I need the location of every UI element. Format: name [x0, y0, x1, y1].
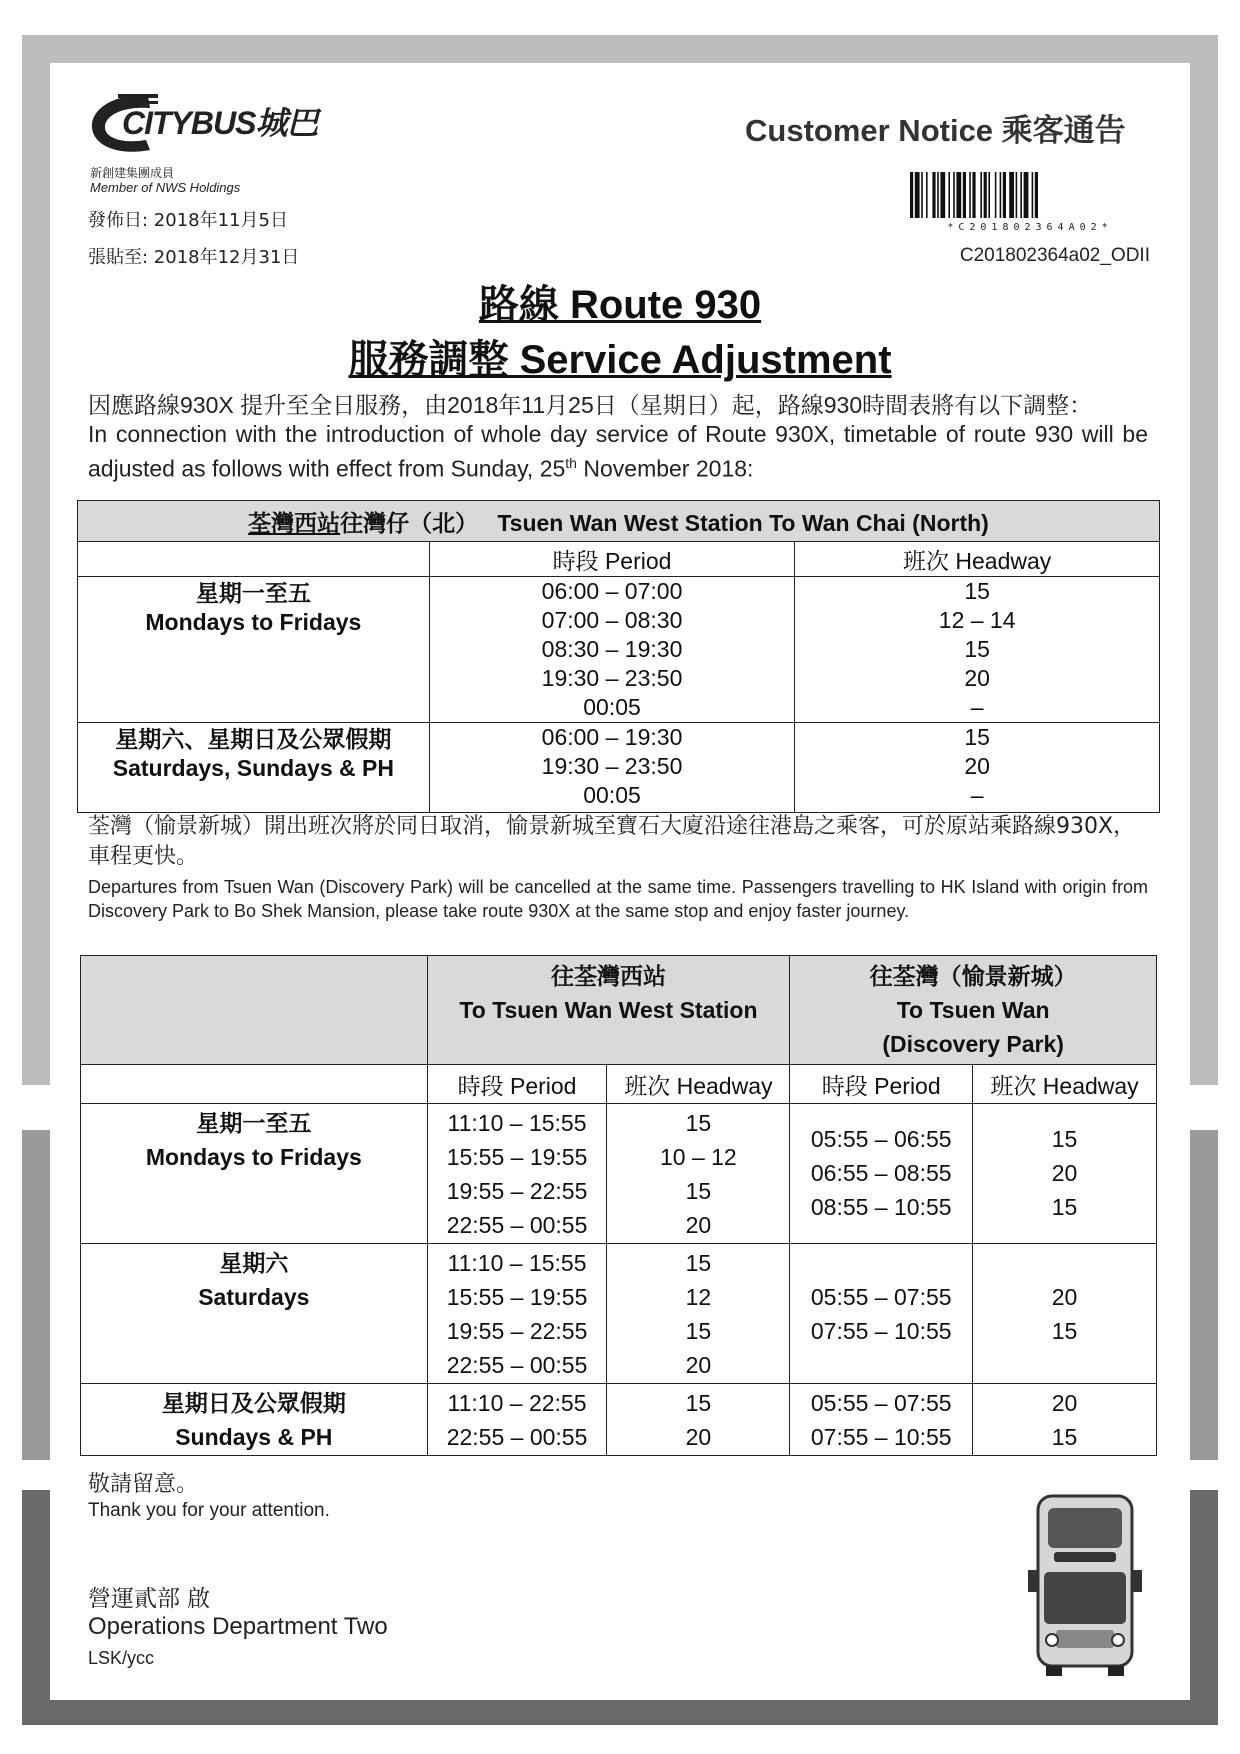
col-period: 時段 Period: [790, 1065, 973, 1104]
table-row: [78, 577, 1160, 723]
headway: 20: [1051, 1390, 1078, 1416]
barcode-bar: [984, 172, 987, 218]
period: 19:30 – 23:50: [541, 665, 683, 691]
day-cn: 星期一至五: [195, 580, 311, 606]
frame-left-low: [22, 1490, 50, 1725]
barcode-bar: [1020, 172, 1022, 218]
barcode-bar: [956, 172, 961, 218]
period: 05:55 – 07:55: [810, 1390, 952, 1416]
table-row: [78, 723, 1160, 813]
direction-cn: 往荃灣（愉景新城）: [869, 963, 1077, 989]
period: 22:55 – 00:55: [446, 1352, 588, 1378]
department-en: Operations Department Two: [88, 1613, 388, 1640]
headway-cell: [973, 1384, 1157, 1456]
period-cell: [790, 1244, 973, 1384]
post-until-date: 張貼至: 2018年12月31日: [88, 247, 300, 268]
direction-cn: 往荃灣西站: [550, 963, 666, 989]
frame-left-mid: [22, 1130, 50, 1460]
day-en: Saturdays, Sundays & PH: [112, 755, 394, 781]
col-period: 時段 Period: [427, 1065, 607, 1104]
direction-discovery-park: [790, 956, 1157, 1065]
table1-heading: [78, 501, 1160, 542]
headway-cell: [795, 723, 1160, 813]
headway: –: [970, 694, 984, 720]
headway: 12: [685, 1284, 712, 1310]
timetable-to-wan-chai: [77, 500, 1160, 813]
period: 00:05: [583, 694, 641, 720]
day-en: Saturdays: [198, 1284, 310, 1310]
blank-cell: [81, 956, 428, 1065]
barcode-text: *C201802364A02*: [947, 222, 1113, 233]
day-label: [81, 1244, 428, 1384]
day-label: [81, 1384, 428, 1456]
table-row: [81, 1104, 1157, 1244]
day-en: Sundays & PH: [175, 1424, 333, 1450]
col-headway: 班次 Headway: [607, 1065, 790, 1104]
headway: 20: [685, 1424, 712, 1450]
headway: 15: [1051, 1194, 1078, 1220]
headway-cell: [973, 1244, 1157, 1384]
thanks-en: Thank you for your attention.: [88, 1500, 330, 1521]
direction-en: To Tsuen Wan: [896, 997, 1050, 1023]
barcode-bar: [940, 172, 945, 218]
headway: 20: [964, 665, 990, 691]
barcode-bar: [1024, 172, 1029, 218]
intro-en-prefix: In connection with the introduction of whole day service of Route 930X, timetable of route 930 will be adjusted as follows with effect from Sunday, 25: [88, 421, 1148, 482]
barcode: [910, 172, 1150, 233]
barcode-bar: [926, 172, 928, 218]
headway-cell: [607, 1104, 790, 1244]
barcode-bar: [972, 172, 975, 218]
table-row: [81, 1244, 1157, 1384]
headway-cell: [795, 577, 1160, 723]
headway: –: [970, 782, 984, 808]
direction-en: (Discovery Park): [882, 1031, 1064, 1057]
period: 06:00 – 19:30: [541, 724, 683, 750]
route-title: [0, 273, 1240, 330]
headway: 20: [1051, 1160, 1078, 1186]
period: 07:00 – 08:30: [541, 607, 683, 633]
day-en: Mondays to Fridays: [145, 609, 362, 635]
barcode-bar: [915, 172, 920, 218]
barcode-bar: [948, 172, 950, 218]
period-cell: [790, 1384, 973, 1456]
period: 08:55 – 10:55: [810, 1194, 952, 1220]
headway: 15: [1051, 1424, 1078, 1450]
period: 11:10 – 15:55: [447, 1250, 587, 1276]
period: 19:55 – 22:55: [446, 1318, 588, 1344]
member-en: Member of NWS Holdings: [90, 180, 241, 195]
period: 06:00 – 07:00: [541, 578, 683, 604]
brand-name: CITYBUS城巴: [122, 105, 318, 141]
barcode-bar: [953, 172, 955, 218]
issue-date: 發佈日: 2018年11月5日: [88, 210, 288, 231]
day-cn: 星期日及公眾假期: [161, 1390, 346, 1416]
headway-cell: [607, 1244, 790, 1384]
barcode-bar: [980, 172, 982, 218]
reference-code: LSK/ycc: [88, 1648, 155, 1668]
period-cell: [790, 1104, 973, 1244]
barcode-bar: [995, 172, 997, 218]
cancellation-note-en: Departures from Tsuen Wan (Discovery Park) will be cancelled at the same time. Passengers travelling to HK Island with origin from Discovery Park to Bo Shek Mansion, please take route 930X at the same stop and enjoy faster journey.: [88, 877, 1148, 921]
barcode-bar: [1032, 172, 1034, 218]
headway: 10 – 12: [659, 1144, 737, 1170]
period-cell: [427, 1104, 607, 1244]
barcode-bar: [937, 172, 939, 218]
period: 07:55 – 10:55: [810, 1318, 952, 1344]
heading-origin-cn: 荃灣西站: [248, 509, 341, 536]
period: 00:05: [583, 782, 641, 808]
frame-right-low: [1190, 1490, 1218, 1725]
period: 11:10 – 22:55: [447, 1390, 587, 1416]
period-cell: [429, 577, 795, 723]
headway: 15: [1051, 1126, 1078, 1152]
blank-cell: [81, 1065, 428, 1104]
headway: 15: [964, 578, 990, 604]
intro-cn: 因應路線930X 提升至全日服務，由2018年11月25日（星期日）起，路線930時間表將有以下調整：: [88, 392, 1093, 418]
barcode-bar: [921, 172, 923, 218]
headway: 12 – 14: [938, 607, 1016, 633]
barcode-bar: [969, 172, 971, 218]
headway: 20: [1051, 1284, 1078, 1310]
barcode-bar: [1016, 172, 1018, 218]
period: 11:10 – 15:55: [447, 1110, 587, 1136]
col-period: 時段 Period: [429, 542, 795, 577]
route-title-text: 路線 Route 930: [478, 283, 762, 327]
heading-dest-cn: 往灣仔（北）: [340, 509, 479, 536]
col-headway: 班次 Headway: [973, 1065, 1157, 1104]
headway: 20: [685, 1212, 712, 1238]
headway-cell: [607, 1384, 790, 1456]
frame-top: [22, 35, 1218, 63]
period: 15:55 – 19:55: [446, 1284, 588, 1310]
notice-title: Customer Notice 乘客通告: [745, 113, 1126, 148]
headway: 20: [964, 753, 990, 779]
headway-cell: [973, 1104, 1157, 1244]
service-adjustment-text: 服務調整 Service Adjustment: [348, 338, 892, 382]
period: 15:55 – 19:55: [446, 1144, 588, 1170]
barcode-bars: [910, 172, 1150, 218]
period: 07:55 – 10:55: [810, 1424, 952, 1450]
cancellation-note-cn: 荃灣（愉景新城）開出班次將於同日取消，愉景新城至寶石大廈沿途往港島之乘客，可於原站乘路線930X，車程更快。: [88, 814, 1136, 869]
service-adjustment-title: [0, 328, 1240, 385]
barcode-bar: [910, 172, 913, 218]
period: 19:30 – 23:50: [541, 753, 683, 779]
period: 08:30 – 19:30: [541, 636, 683, 662]
table-subheader-row: [78, 542, 1160, 577]
day-en: Mondays to Fridays: [145, 1144, 362, 1170]
period-cell: [427, 1244, 607, 1384]
period: 19:55 – 22:55: [446, 1178, 588, 1204]
table-subheader-row: [81, 1065, 1157, 1104]
headway: 15: [685, 1178, 712, 1204]
blank-cell: [78, 542, 430, 577]
thanks-cn: 敬請留意。: [88, 1472, 199, 1497]
period-cell: [427, 1384, 607, 1456]
headway: 15: [964, 724, 990, 750]
headway: 15: [685, 1110, 712, 1136]
direction-en: To Tsuen Wan West Station: [459, 997, 758, 1023]
timetable-to-tsuen-wan: [80, 955, 1157, 1456]
table-header-row: [81, 956, 1157, 1065]
direction-west-station: [427, 956, 790, 1065]
period: 05:55 – 07:55: [810, 1284, 952, 1310]
department-cn: 營運貳部 啟: [88, 1586, 211, 1612]
col-headway: 班次 Headway: [795, 542, 1160, 577]
frame-bottom: [22, 1700, 1218, 1725]
barcode-bar: [932, 172, 935, 218]
period-cell: [429, 723, 795, 813]
barcode-bar: [1035, 172, 1038, 218]
headway: 15: [685, 1390, 712, 1416]
period: 22:55 – 00:55: [446, 1424, 588, 1450]
barcode-bar: [1003, 172, 1006, 218]
intro-en: [88, 420, 1148, 484]
headway: 15: [685, 1318, 712, 1344]
period: 06:55 – 08:55: [810, 1160, 952, 1186]
frame-left: [22, 35, 50, 1085]
day-cn: 星期六、星期日及公眾假期: [115, 726, 392, 752]
day-label: [78, 577, 430, 723]
heading-en: Tsuen Wan West Station To Wan Chai (North): [497, 509, 989, 536]
document-code: C201802364a02_ODII: [959, 245, 1150, 266]
headway: 15: [1051, 1318, 1078, 1344]
headway: 20: [685, 1352, 712, 1378]
headway: 15: [964, 636, 990, 662]
frame-right-mid: [1190, 1130, 1218, 1460]
headway: 15: [685, 1250, 712, 1276]
frame-right: [1190, 35, 1218, 1085]
barcode-bar: [1000, 172, 1002, 218]
period: 22:55 – 00:55: [446, 1212, 588, 1238]
double-decker-bus-icon: [1020, 1490, 1150, 1680]
table-header-row: [78, 501, 1160, 542]
day-cn: 星期一至五: [196, 1110, 312, 1136]
barcode-bar: [988, 172, 990, 218]
day-label: [81, 1104, 428, 1244]
intro-en-suffix: November 2018:: [576, 455, 754, 482]
table-row: [81, 1384, 1157, 1456]
period: 05:55 – 06:55: [810, 1126, 952, 1152]
barcode-bar: [1009, 172, 1014, 218]
citybus-logo: [88, 88, 348, 163]
day-label: [78, 723, 430, 813]
intro-en-sup: th: [565, 455, 577, 471]
barcode-bar: [963, 172, 966, 218]
day-cn: 星期六: [219, 1250, 289, 1276]
member-cn: 新創建集團成員: [90, 166, 175, 180]
